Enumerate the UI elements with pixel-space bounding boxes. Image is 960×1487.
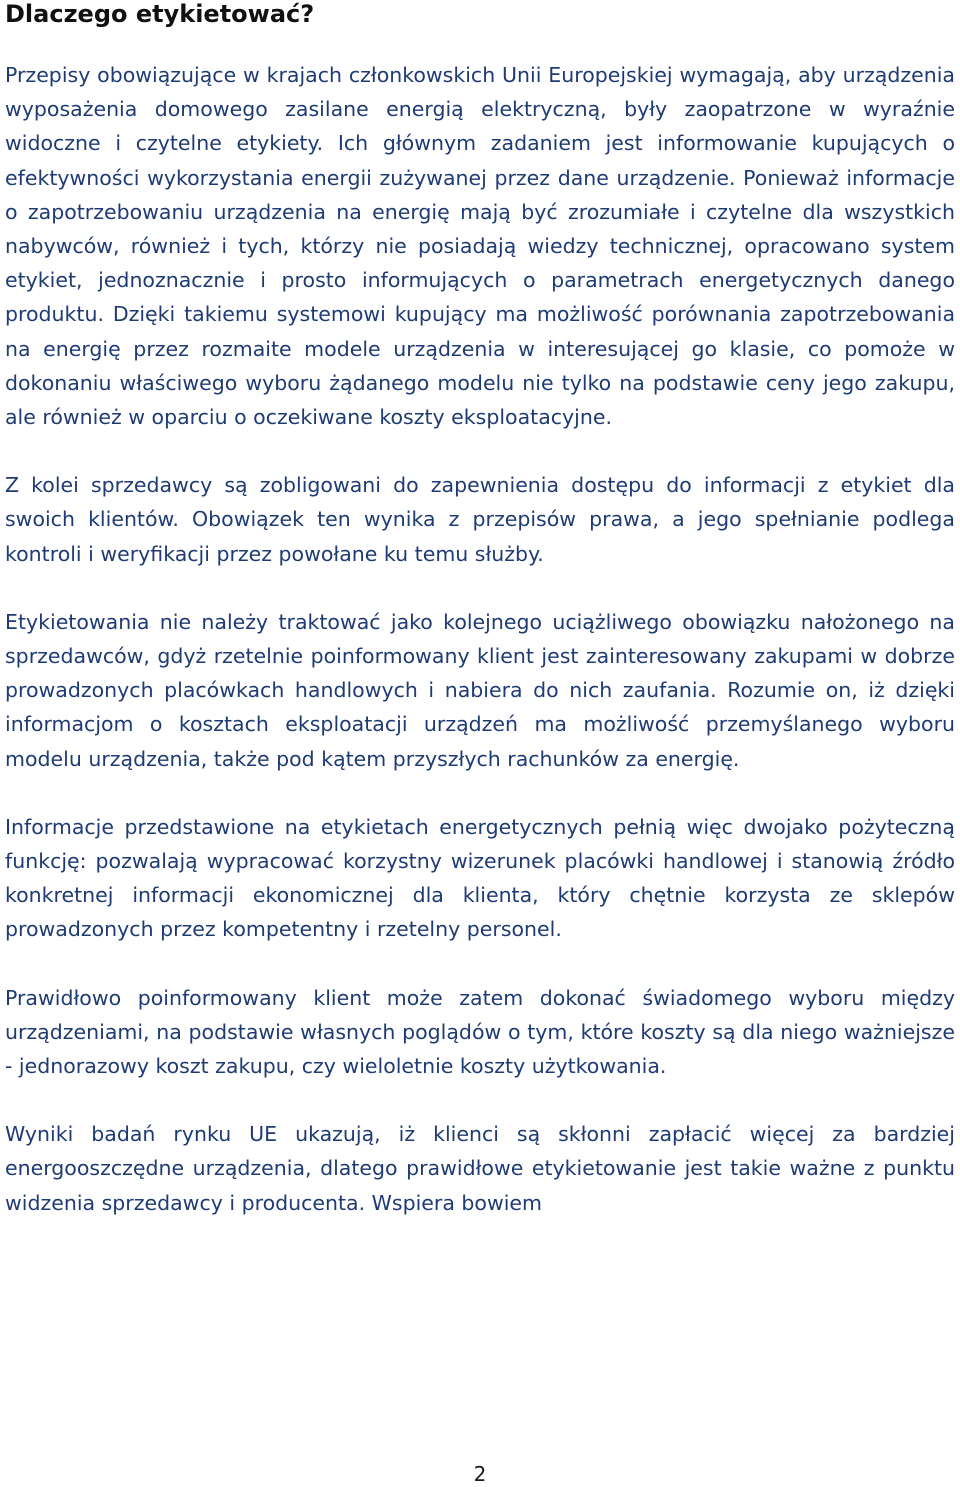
paragraph-labeling-benefit: Etykietowania nie należy traktować jako kolejnego uciążliwego obowiązku nałożonego na sprzedawców, gdyż rzetelnie poinformowany klient jest zainteresowany zakupami w dobrze prowadzonych placówkach handlowych i nabiera do nich zaufania. Rozumie on, iż dzięki informacjom o kosztach eksploatacji urządzeń ma możliwość przemyślanego wyboru modelu urządzenia, także pod kątem przyszłych rachunków za energię. bbox=[5, 609, 955, 771]
page-title: Dlaczego etykietować? bbox=[5, 0, 315, 28]
paragraph-regulations: Przepisy obowiązujące w krajach członkowskich Unii Europejskiej wymagają, aby urządzenia wyposażenia domowego zasilane energią elektryczną, były zaopatrzone w wyraźnie widoczne i czytelne etykiety. Ich głównym zadaniem jest informowanie kupujących o efektywności wykorzystania energii zużywanej przez dane urządzenie. Ponieważ informacje o zapotrzebowaniu urządzenia na energię mają być zrozumiałe i czytelne dla wszystkich nabywców, również i tych, którzy nie posiadają wiedzy technicznej, opracowano system etykiet, jednoznacznie i prosto informujących o parametrach energetycznych danego produktu. Dzięki takiemu systemowi kupujący ma możliwość porównania zapotrzebowania na energię przez rozmaite modele urządzenia w interesującej go klasie, co pomoże w dokonaniu właściwego wyboru żądanego modelu nie tylko na podstawie ceny jego zakupu, ale również w oparciu o oczekiwane koszty eksploatacyjne. bbox=[5, 63, 955, 430]
paragraph-dual-function: Informacje przedstawione na etykietach energetycznych pełnią więc dwojako pożyteczną funkcję: pozwalają wypracować korzystny wizerunek placówki handlowej i stanowią źródło konkretnej informacji ekonomicznej dla klienta, który chętnie korzysta ze sklepów prowadzonych przez kompetentny i rzetelny personel. bbox=[5, 814, 955, 942]
paragraph-sellers-obligation: Z kolei sprzedawcy są zobligowani do zapewnienia dostępu do informacji z etykiet dla swoich klientów. Obowiązek ten wynika z przepisów prawa, a jego spełnianie podlega kontroli i weryfikacji przez powołane ku temu służby. bbox=[5, 473, 955, 566]
paragraph-market-research: Wyniki badań rynku UE ukazują, iż klienci są skłonni zapłacić więcej za bardziej energooszczędne urządzenia, dlatego prawidłowe etykietowanie jest takie ważne z punktu widzenia sprzedawcy i producenta. Wspiera bowiem bbox=[5, 1122, 955, 1215]
page-number: 2 bbox=[473, 1462, 487, 1486]
paragraph-informed-client: Prawidłowo poinformowany klient może zatem dokonać świadomego wyboru między urządzeniami, na podstawie własnych poglądów o tym, które koszty są dla niego ważniejsze - jednorazowy koszt zakupu, czy wieloletnie koszty użytkowania. bbox=[5, 985, 955, 1079]
document-page bbox=[5, 0, 955, 1220]
